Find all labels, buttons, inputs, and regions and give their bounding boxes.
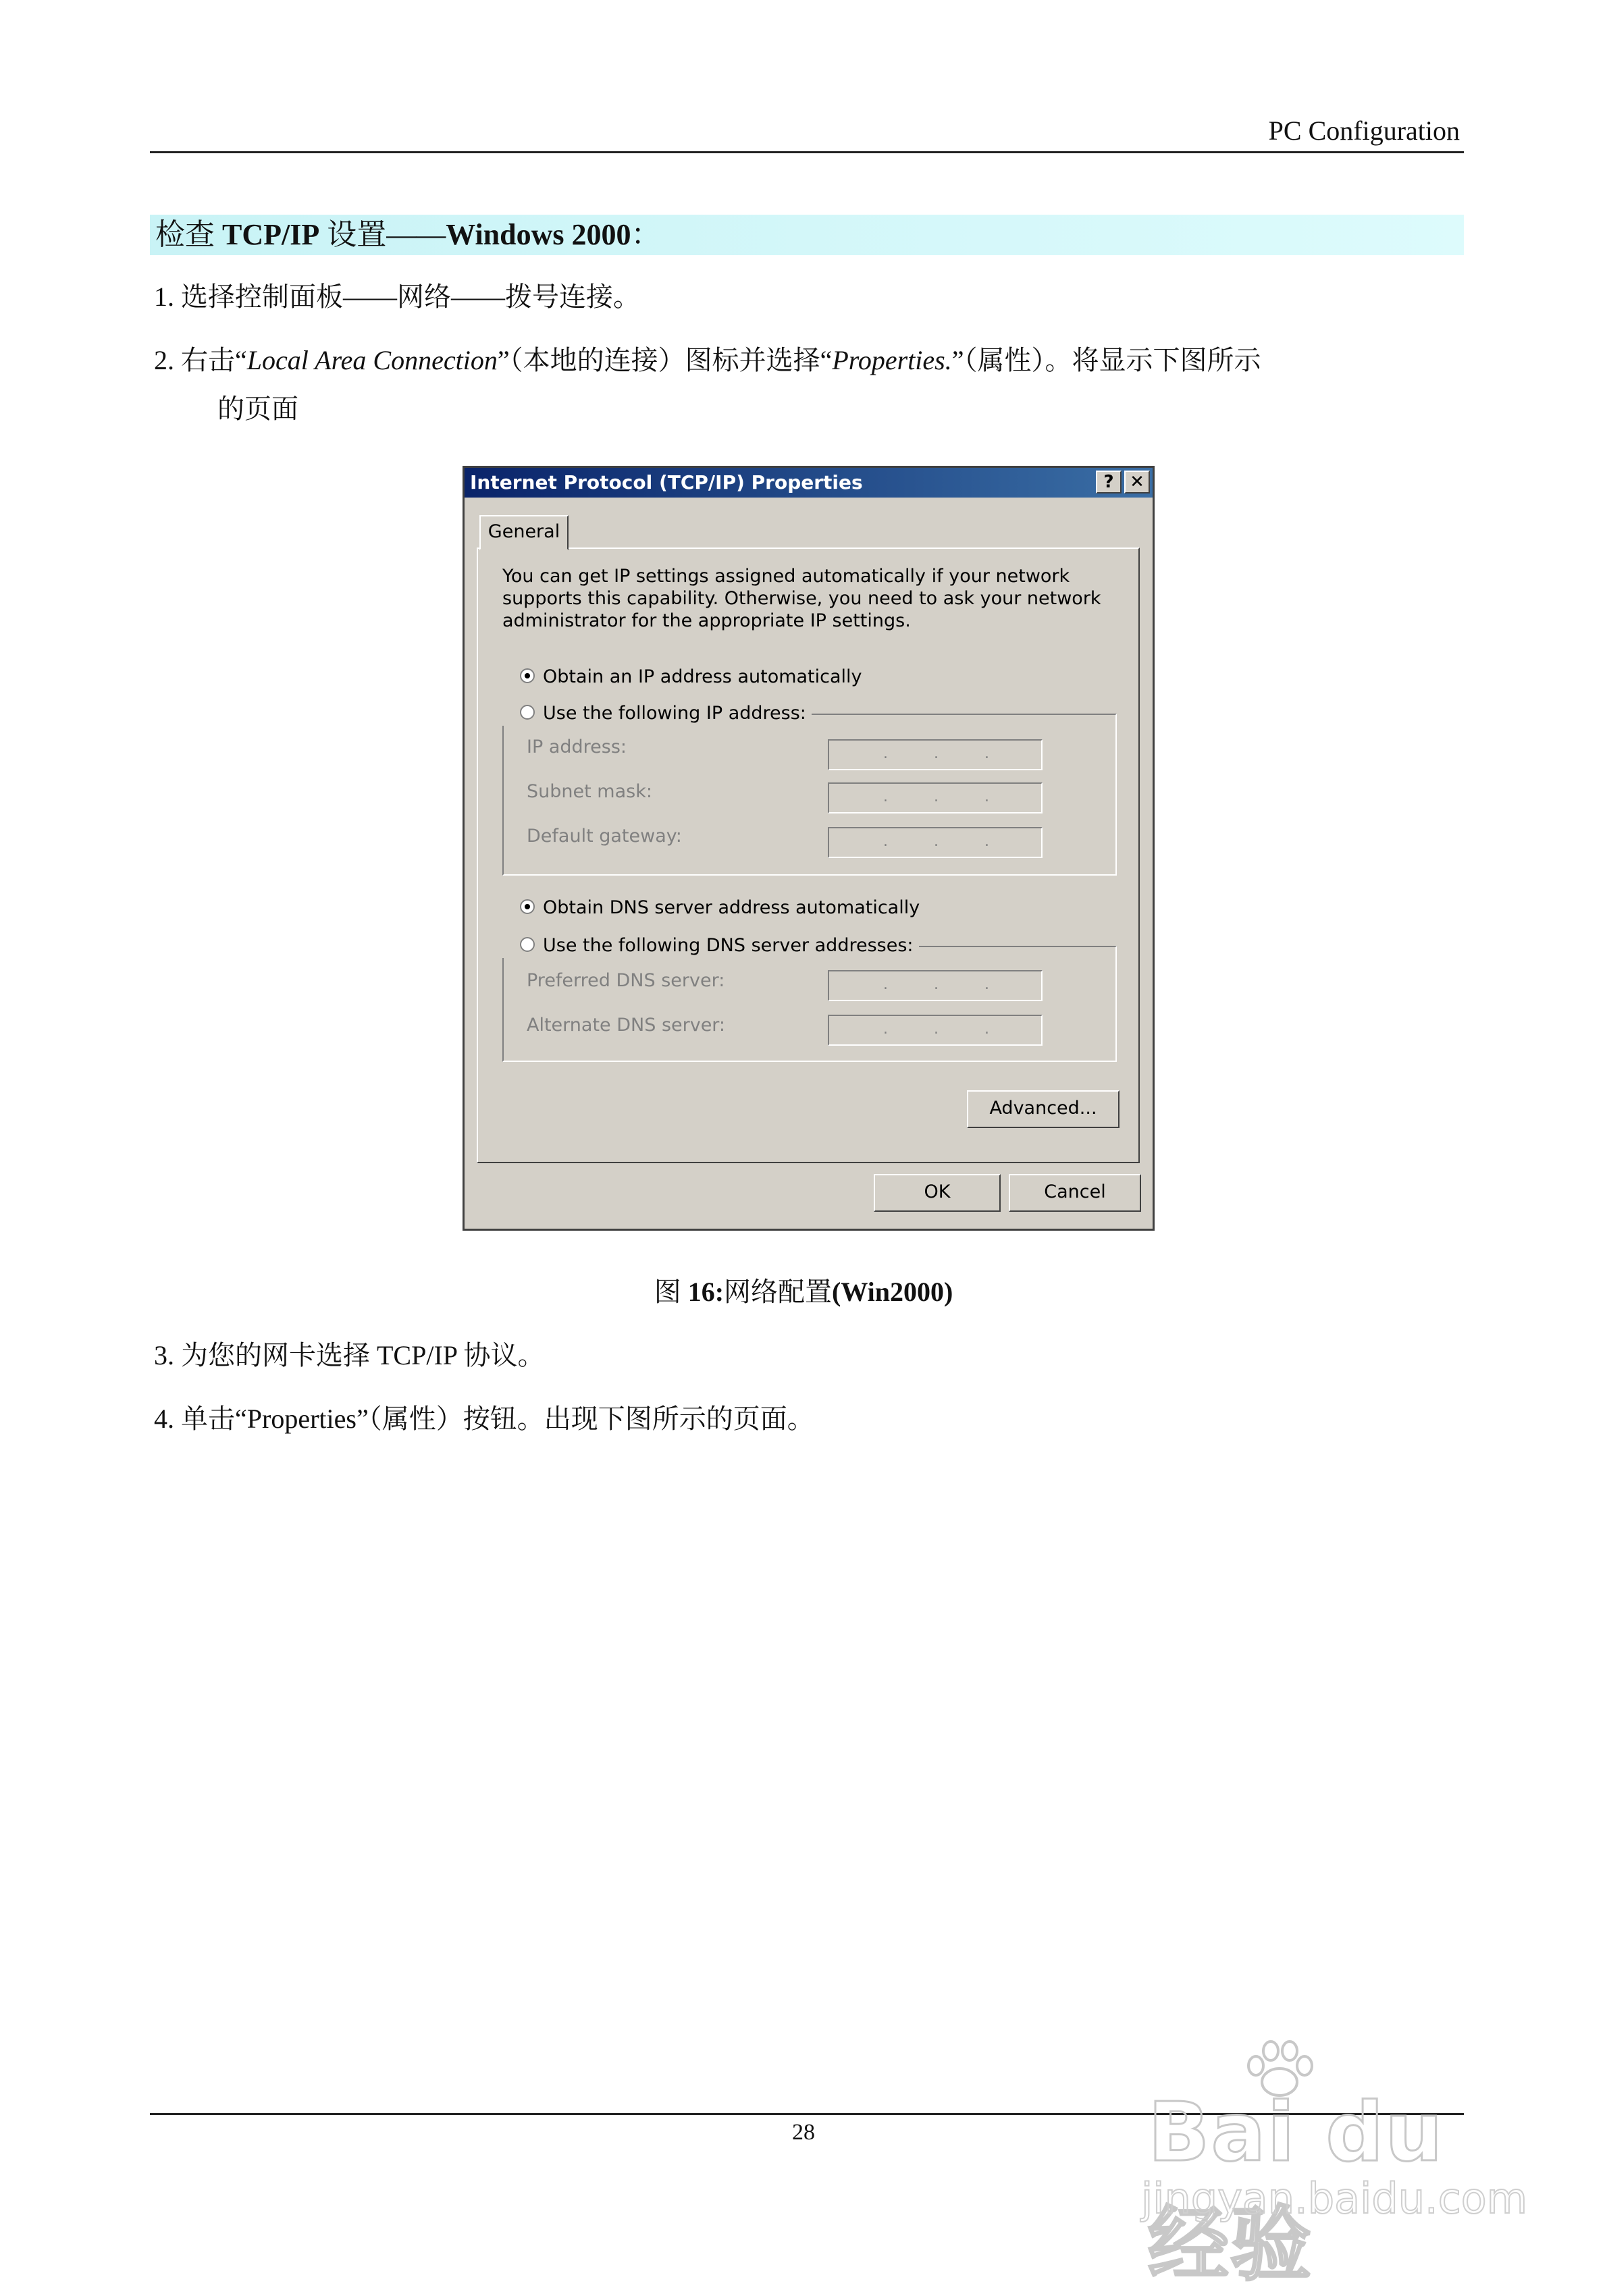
- step-2-a: 2. 右击“: [154, 345, 247, 375]
- default-gateway-dot-3: .: [984, 833, 989, 850]
- section-title: [150, 215, 1464, 255]
- default-gateway-label: Default gateway:: [527, 826, 682, 847]
- help-button[interactable]: [1096, 471, 1122, 493]
- subnet-mask-label: Subnet mask:: [527, 781, 652, 802]
- obtain-ip-label: Obtain an IP address automatically: [543, 666, 862, 687]
- caption-paren: (Win2000): [832, 1277, 953, 1307]
- step-2-continued: 的页面: [217, 394, 298, 424]
- default-gateway-dot-2: .: [934, 833, 939, 850]
- step-4: 4. 单击“Properties”（属性）按钮。出现下图所示的页面。: [154, 1404, 814, 1434]
- step-2: [154, 340, 1261, 381]
- section-title-post: ：: [631, 218, 661, 251]
- default-gateway-input[interactable]: [828, 827, 1043, 858]
- step-2-local-area: Local Area Connection: [246, 345, 498, 375]
- ip-address-dot-2: .: [934, 745, 939, 762]
- alternate-dns-label: Alternate DNS server:: [527, 1015, 726, 1036]
- caption-pre: 图: [654, 1277, 688, 1307]
- dialog-title: Internet Protocol (TCP/IP) Properties: [470, 471, 863, 493]
- advanced-button[interactable]: Advanced...: [967, 1090, 1119, 1128]
- preferred-dns-dot-3: .: [984, 976, 989, 993]
- tcpip-properties-dialog: [463, 466, 1155, 1231]
- alternate-dns-input[interactable]: [828, 1015, 1043, 1046]
- ok-button[interactable]: OK: [874, 1174, 1001, 1212]
- obtain-dns-label: Obtain DNS server address automatically: [543, 897, 920, 918]
- general-panel: [477, 548, 1140, 1163]
- alternate-dns-dot-1: .: [883, 1021, 888, 1038]
- use-dns-label: Use the following DNS server addresses:: [543, 935, 914, 956]
- ip-address-input[interactable]: [828, 739, 1043, 770]
- preferred-dns-input[interactable]: [828, 970, 1043, 1001]
- subnet-mask-input[interactable]: [828, 782, 1043, 813]
- tab-general[interactable]: General: [479, 515, 569, 550]
- cancel-button[interactable]: Cancel: [1009, 1174, 1141, 1212]
- section-title-windows: Windows 2000: [446, 218, 631, 251]
- page-number: 28: [792, 2120, 815, 2145]
- dialog-titlebar: [465, 468, 1153, 498]
- ip-address-group: [502, 714, 1117, 876]
- close-button[interactable]: [1124, 471, 1150, 493]
- preferred-dns-label: Preferred DNS server:: [527, 970, 725, 991]
- preferred-dns-dot-2: .: [934, 976, 939, 993]
- step-2-b: ”（本地的连接）图标并选择“: [497, 345, 833, 375]
- step-2-properties: Properties.: [832, 345, 952, 375]
- radio-unselected-icon[interactable]: [520, 937, 535, 952]
- watermark-url: jingyan.baidu.com: [1141, 2174, 1528, 2223]
- radio-unselected-icon[interactable]: [520, 705, 535, 720]
- close-icon: ✕: [1130, 472, 1144, 492]
- step-3: 3. 为您的网卡选择 TCP/IP 协议。: [154, 1340, 545, 1370]
- radio-selected-icon[interactable]: [520, 899, 535, 914]
- radio-selected-icon[interactable]: [520, 668, 535, 683]
- dns-server-group: [502, 946, 1117, 1062]
- subnet-mask-dot-3: .: [984, 789, 989, 805]
- section-title-pre: 检查: [155, 218, 222, 251]
- alternate-dns-dot-2: .: [934, 1021, 939, 1038]
- step-2-c: ”（属性）。将显示下图所示: [951, 345, 1261, 375]
- section-title-tcpip: TCP/IP: [222, 218, 320, 251]
- default-gateway-dot-1: .: [883, 833, 888, 850]
- page-header: [150, 108, 1464, 153]
- obtain-dns-option[interactable]: [520, 896, 925, 920]
- header-title: PC Configuration: [1268, 115, 1460, 146]
- help-icon: ?: [1103, 472, 1114, 492]
- caption-num: 16:: [687, 1277, 725, 1307]
- alternate-dns-dot-3: .: [984, 1021, 989, 1038]
- watermark-brand: Bai du 经验: [1148, 2086, 1444, 2292]
- use-ip-option[interactable]: [502, 701, 812, 726]
- section-title-mid: 设置——: [319, 218, 446, 251]
- use-ip-label: Use the following IP address:: [543, 703, 806, 724]
- figure-caption: [0, 1271, 1607, 1309]
- baidu-watermark: [1141, 2039, 1528, 2292]
- ip-address-label: IP address:: [527, 737, 627, 757]
- subnet-mask-dot-2: .: [934, 789, 939, 805]
- caption-text: 网络配置: [724, 1277, 833, 1307]
- ip-address-dot-1: .: [883, 745, 888, 762]
- dialog-description: You can get IP settings assigned automatically if your network supports this capability. Otherwise, you need to ask your network administrator for the appropriate IP settings.: [502, 566, 1101, 631]
- ip-address-dot-3: .: [984, 745, 989, 762]
- use-dns-option[interactable]: [502, 934, 919, 958]
- obtain-ip-option[interactable]: [520, 665, 868, 689]
- step-1: 1. 选择控制面板——网络——拨号连接。: [154, 282, 640, 312]
- subnet-mask-dot-1: .: [883, 789, 888, 805]
- preferred-dns-dot-1: .: [883, 976, 888, 993]
